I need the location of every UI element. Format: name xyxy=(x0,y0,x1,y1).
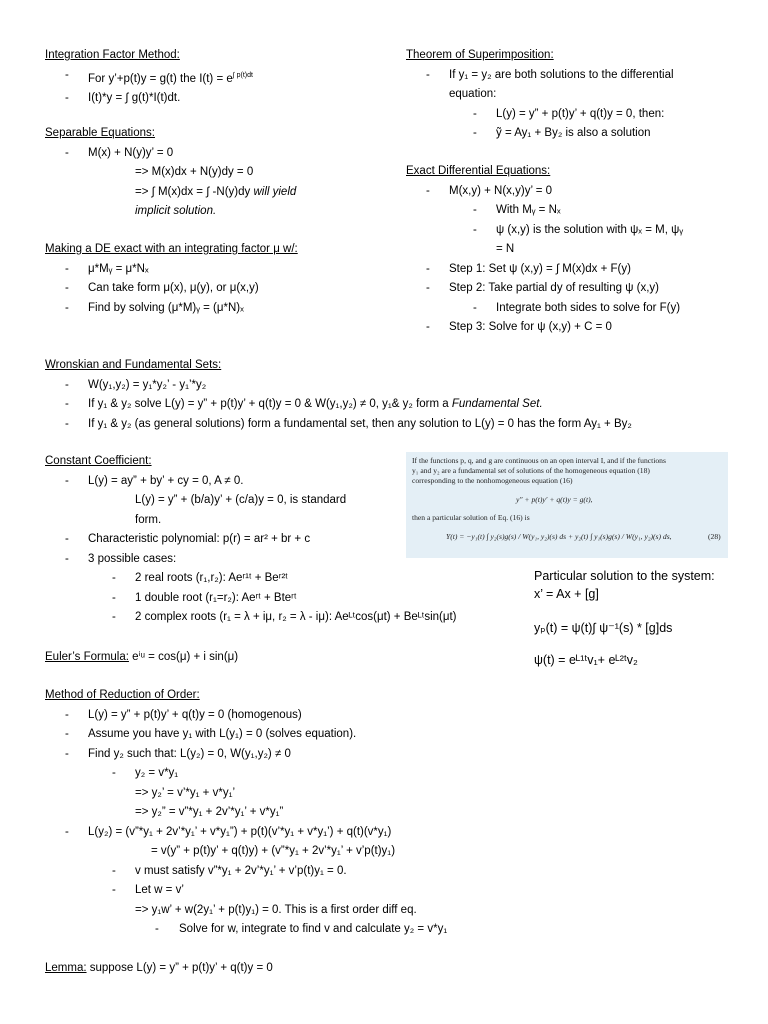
list-item: - y₂ = v*y₁ xyxy=(112,767,179,779)
list-item: = v(y” + p(t)y’ + q(t)y) + (v”*y₁ + 2v’*y₁’ + v’p(t)y₁) xyxy=(151,845,396,857)
lemma-title: Lemma: xyxy=(45,962,87,974)
list-item: - L(y₂) = (v”*y₁ + 2v’*y₁’ + v*y₁”) + p(t)(v’*y₁ + v*y₁’) + q(t)(v*y₁) xyxy=(65,825,392,838)
textbook-line: corresponding to the nonhomogeneous equation (16) xyxy=(412,476,573,485)
list-item: - L(y) = ay” + by’ + cy = 0, A ≠ 0. xyxy=(65,474,244,487)
wronskian-section xyxy=(45,356,632,434)
list-item: - v must satisfy v”*y₁ + 2v’*y₁’ + v’p(t)y₁ = 0. xyxy=(112,864,347,877)
textbook-excerpt xyxy=(406,452,728,558)
integration-factor-section xyxy=(45,46,253,108)
constant-coefficient-section xyxy=(45,452,457,628)
list-item: => ∫ M(x)dx = ∫ -N(y)dy will yield xyxy=(135,185,297,198)
list-item: - μ*Mᵧ = μ*Nₓ xyxy=(65,262,149,275)
list-item: implicit solution. xyxy=(135,205,217,217)
separable-title: Separable Equations: xyxy=(45,127,155,139)
textbook-line: then a particular solution of Eq. (16) is xyxy=(412,513,530,522)
integrating-factor-title: Making a DE exact with an integrating factor μ w/: xyxy=(45,243,298,255)
integration-factor-title: Integration Factor Method: xyxy=(45,49,180,61)
superimposition-section xyxy=(406,46,674,144)
euler-title: Euler’s Formula: xyxy=(45,651,129,663)
equation-number: (28) xyxy=(708,532,721,541)
list-item: - 2 real roots (r₁,r₂): Aeʳ¹ᵗ + Beʳ²ᵗ xyxy=(112,572,288,584)
list-item: - If y₁ = y₂ are both solutions to the differential xyxy=(426,68,674,81)
list-item: - Can take form μ(x), μ(y), or μ(x,y) xyxy=(65,282,259,294)
lemma-section xyxy=(45,959,273,979)
list-item: - 2 complex roots (r₁ = λ + iμ, r₂ = λ - iμ): Aeᴸᵗcos(μt) + Beᴸᵗsin(μt) xyxy=(112,611,457,623)
superimposition-title: Theorem of Superimposition: xyxy=(406,49,554,61)
list-item: => y₁w’ + w(2y₁’ + p(t)y₁) = 0. This is a first order diff eq. xyxy=(135,903,417,916)
wronskian-title: Wronskian and Fundamental Sets: xyxy=(45,359,222,371)
list-item: - For y’+p(t)y = g(t) the $I(t) = e^{\int p(t)dt}$ xyxy=(65,68,253,85)
list-item: - If y₁ & y₂ (as general solutions) form a fundamental set, then any solution to L(y) = 0 has the form Ay₁ + By₂ xyxy=(65,417,632,430)
reduction-title: Method of Reduction of Order: xyxy=(45,689,200,701)
list-item: => y₂” = v”*y₁ + 2v’*y₁’ + v*y₁” xyxy=(135,806,284,818)
list-item: - ψ (x,y) is the solution with ψₓ = M, ψᵧ xyxy=(473,223,684,236)
reduction-section xyxy=(45,686,447,940)
list-item: - Assume you have y₁ with L(y₁) = 0 (solves equation). xyxy=(65,728,357,740)
particular-title: Particular solution to the system: xyxy=(534,569,715,583)
list-item: - W(y₁,y₂) = y₁*y₂’ - y₁’*y₂ xyxy=(65,378,207,391)
list-item: - ỹ = Ay₁ + By₂ is also a solution xyxy=(473,127,651,139)
exact-section xyxy=(406,162,683,338)
list-item: - Integrate both sides to solve for F(y) xyxy=(473,301,681,314)
list-item: = N xyxy=(496,243,515,255)
list-item: - I(t)*y = ∫ g(t)*I(t)dt. xyxy=(65,91,181,104)
separable-section xyxy=(45,124,296,222)
list-item: - Solve for w, integrate to find v and calculate y₂ = v*y₁ xyxy=(155,923,448,935)
list-item: - If y₁ & y₂ solve L(y) = y” + p(t)y’ + q(t)y = 0 & W(y₁,y₂) ≠ 0, y₁& y₂ form a Fundamental Set. xyxy=(65,398,543,410)
list-item: - L(y) = y” + p(t)y’ + q(t)y = 0 (homogenous) xyxy=(65,708,302,721)
list-item: - 1 double root (r₁=r₂): Aeʳᵗ + Bteʳᵗ xyxy=(112,591,297,604)
list-item: - M(x,y) + N(x,y)y’ = 0 xyxy=(426,184,553,197)
list-item: - 3 possible cases: xyxy=(65,552,177,565)
list-item: L(y) = y” + (b/a)y’ + (c/a)y = 0, is standard xyxy=(135,494,347,506)
particular-line: yₚ(t) = ψ(t)∫ ψ⁻¹(s) * [g]ds xyxy=(534,621,673,635)
list-item: - Find by solving (μ*M)ᵧ = (μ*N)ₓ xyxy=(65,301,244,314)
textbook-line: If the functions p, q, and g are continuous on an open interval I, and if the functions xyxy=(412,456,666,465)
textbook-line: y₁ and y₂ are a fundamental set of solutions of the homogeneous equation (18) xyxy=(412,466,650,475)
list-item: - L(y) = y” + p(t)y’ + q(t)y = 0, then: xyxy=(473,107,665,120)
list-item: form. xyxy=(135,513,162,526)
list-item: - With Mᵧ = Nₓ xyxy=(473,204,561,216)
list-item: - M(x) + N(y)y’ = 0 xyxy=(65,146,174,159)
textbook-equation: Y(t) = −y₁(t) ∫ y₂(s)g(s) / W(y₁, y₂)(s) ds + y₂(t) ∫ y₁(s)g(s) / W(y₁, y₂)(s) ds, xyxy=(446,532,672,541)
integrating-factor-section xyxy=(45,240,298,318)
list-item: - Step 3: Solve for ψ (x,y) + C = 0 xyxy=(426,321,612,333)
lemma-text: suppose L(y) = y” + p(t)y’ + q(t)y = 0 xyxy=(89,962,273,974)
constant-coefficient-title: Constant Coefficient: xyxy=(45,455,152,467)
particular-line: ψ(t) = eᴸ¹ᵗv₁+ eᴸ²ᵗv₂ xyxy=(534,653,638,667)
list-item: equation: xyxy=(449,88,497,100)
list-item: => y₂’ = v’*y₁ + v*y₁’ xyxy=(135,786,236,799)
exact-title: Exact Differential Equations: xyxy=(406,165,551,177)
list-item: - Step 1: Set ψ (x,y) = ∫ M(x)dx + F(y) xyxy=(426,262,631,275)
euler-section xyxy=(45,648,238,668)
list-item: - Find y₂ such that: L(y₂) = 0, W(y₁,y₂) ≠ 0 xyxy=(65,747,291,760)
particular-line: x’ = Ax + [g] xyxy=(534,587,599,601)
euler-formula: eⁱᵘ = cos(μ) + i sin(μ) xyxy=(132,651,239,663)
list-item: - Step 2: Take partial dy of resulting ψ (x,y) xyxy=(426,282,659,294)
list-item: => M(x)dx + N(y)dy = 0 xyxy=(135,166,254,178)
textbook-equation: y″ + p(t)y′ + q(t)y = g(t), xyxy=(516,495,593,504)
list-item: - Characteristic polynomial: p(r) = ar² + br + c xyxy=(65,533,311,545)
list-item: - Let w = v’ xyxy=(112,884,184,896)
